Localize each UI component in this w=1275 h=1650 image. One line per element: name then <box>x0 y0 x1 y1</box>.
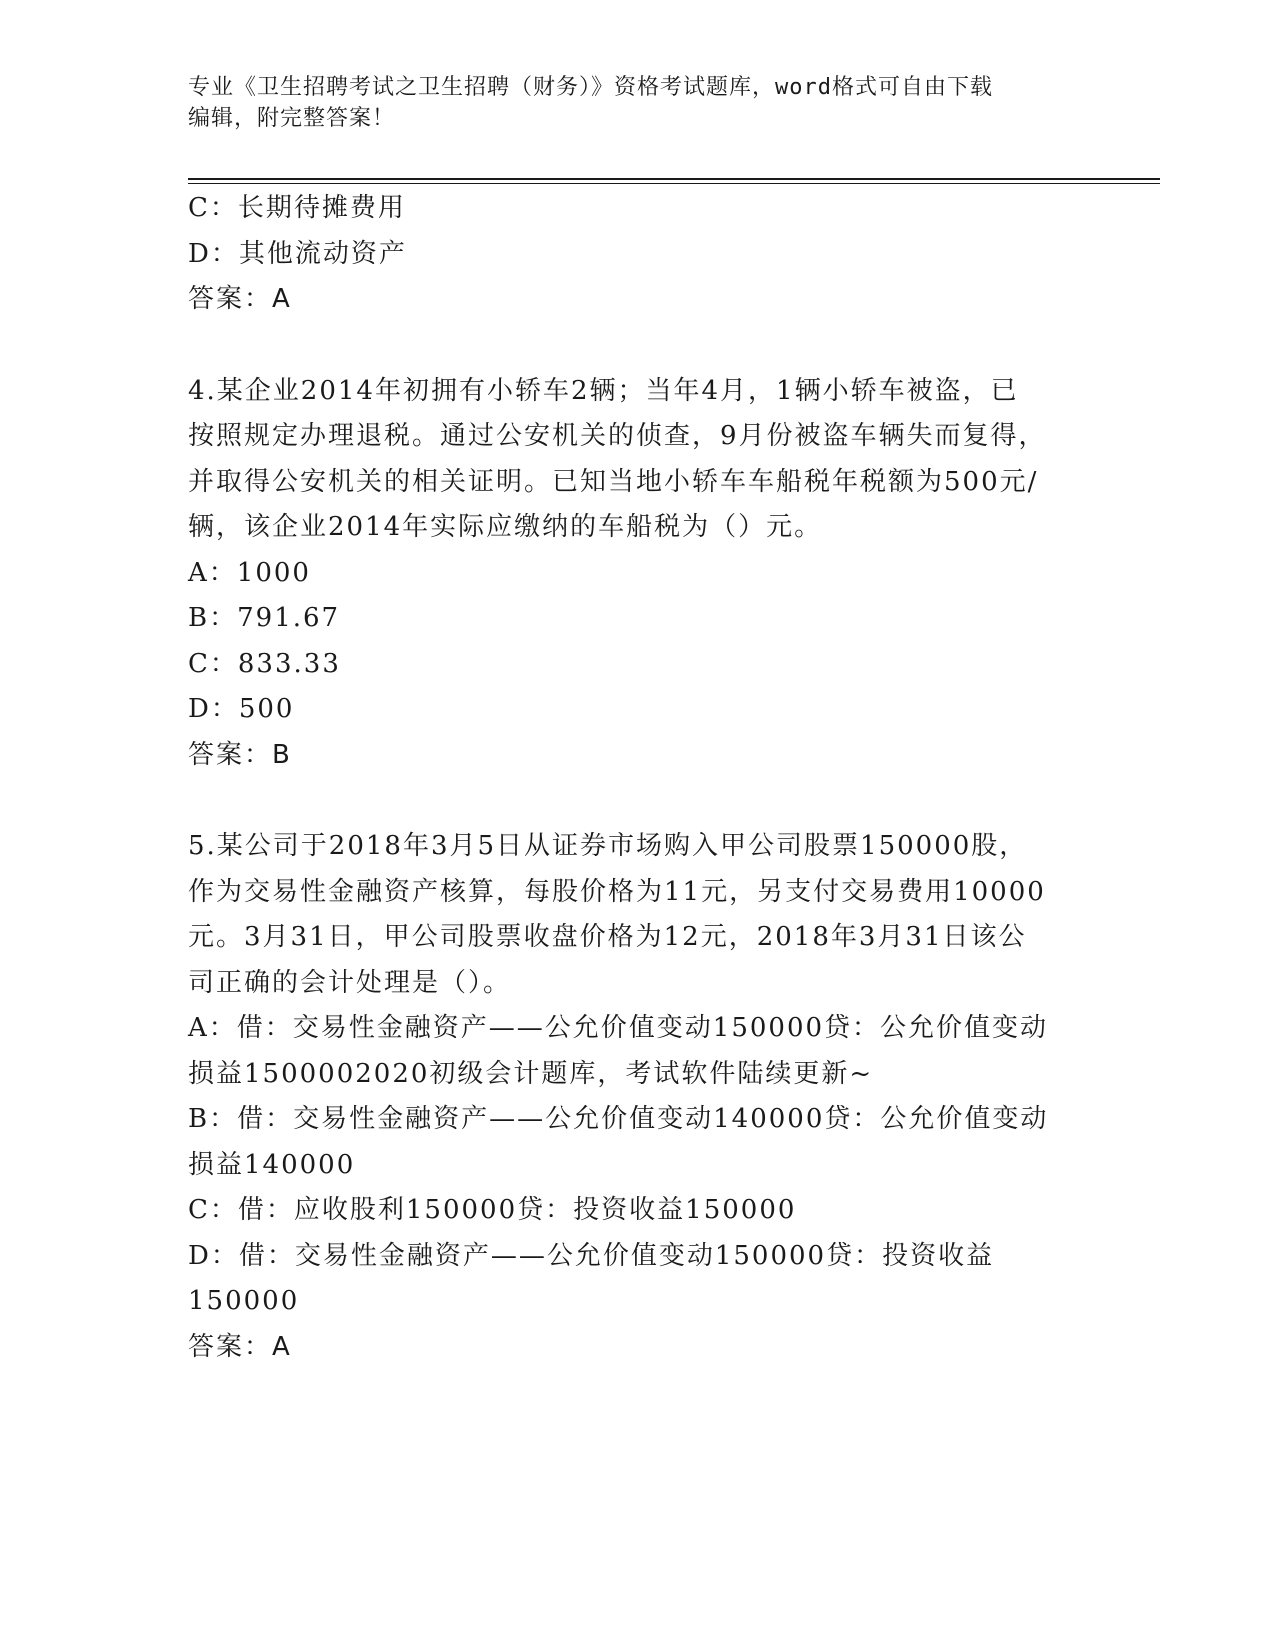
question-stem-line: 辆，该企业2014年实际应缴纳的车船税为（）元。 <box>188 512 823 542</box>
option-b: B：借：交易性金融资产——公允价值变动140000贷：公允价值变动 <box>188 1104 1049 1134</box>
option-d: D：借：交易性金融资产——公允价值变动150000贷：投资收益 <box>188 1240 995 1271</box>
option-b-continued: 损益140000 <box>188 1149 356 1180</box>
header-divider-thick <box>188 178 1160 180</box>
option-a: A：借：交易性金融资产——公允价值变动150000贷：公允价值变动 <box>188 1013 1049 1043</box>
answer-line: 答案：B <box>188 739 292 770</box>
question-stem-line: 作为交易性金融资产核算，每股价格为11元，另支付交易费用10000 <box>188 876 1046 907</box>
question-spacer <box>188 778 1088 824</box>
option-c: C：借：应收股利150000贷：投资收益150000 <box>188 1195 797 1225</box>
option-c: C：长期待摊费用 <box>188 193 406 223</box>
answer-line: 答案：A <box>188 1331 292 1362</box>
question-stem-line: 按照规定办理退税。通过公安机关的侦查，9月份被盗车辆失而复得， <box>188 421 1047 451</box>
question-4 <box>188 369 1088 779</box>
question-content <box>188 186 1088 1370</box>
option-d-continued: 150000 <box>188 1286 300 1316</box>
question-stem-line: 5.某公司于2018年3月5日从证券市场购入甲公司股票150000股， <box>188 831 1028 861</box>
option-a-continued: 损益1500002020初级会计题库，考试软件陆续更新~ <box>188 1058 874 1089</box>
option-a: A：1000 <box>188 557 311 588</box>
option-c: C：833.33 <box>188 648 341 679</box>
question-stem-line: 并取得公安机关的相关证明。已知当地小轿车车船税年税额为500元/ <box>188 466 1039 497</box>
option-d: D：其他流动资产 <box>188 238 407 269</box>
question-stem-line: 4.某企业2014年初拥有小轿车2辆；当年4月，1辆小轿车被盗，已 <box>188 375 1019 406</box>
option-d: D：500 <box>188 694 295 724</box>
header-divider-thin <box>188 183 1160 184</box>
question-spacer <box>188 323 1088 369</box>
question-stem-line: 司正确的会计处理是（）。 <box>188 967 512 998</box>
header-line-1: 专业《卫生招聘考试之卫生招聘（财务）》资格考试题库，word格式可自由下载 <box>188 75 993 100</box>
question-3-tail <box>188 186 1088 323</box>
question-stem-line: 元。3月31日，甲公司股票收盘价格为12元，2018年3月31日该公 <box>188 922 1027 952</box>
answer-line: 答案：A <box>188 284 292 314</box>
document-header <box>188 72 1068 134</box>
header-line-2: 编辑，附完整答案！ <box>188 106 396 131</box>
option-b: B：791.67 <box>188 603 341 633</box>
question-5 <box>188 824 1088 1370</box>
